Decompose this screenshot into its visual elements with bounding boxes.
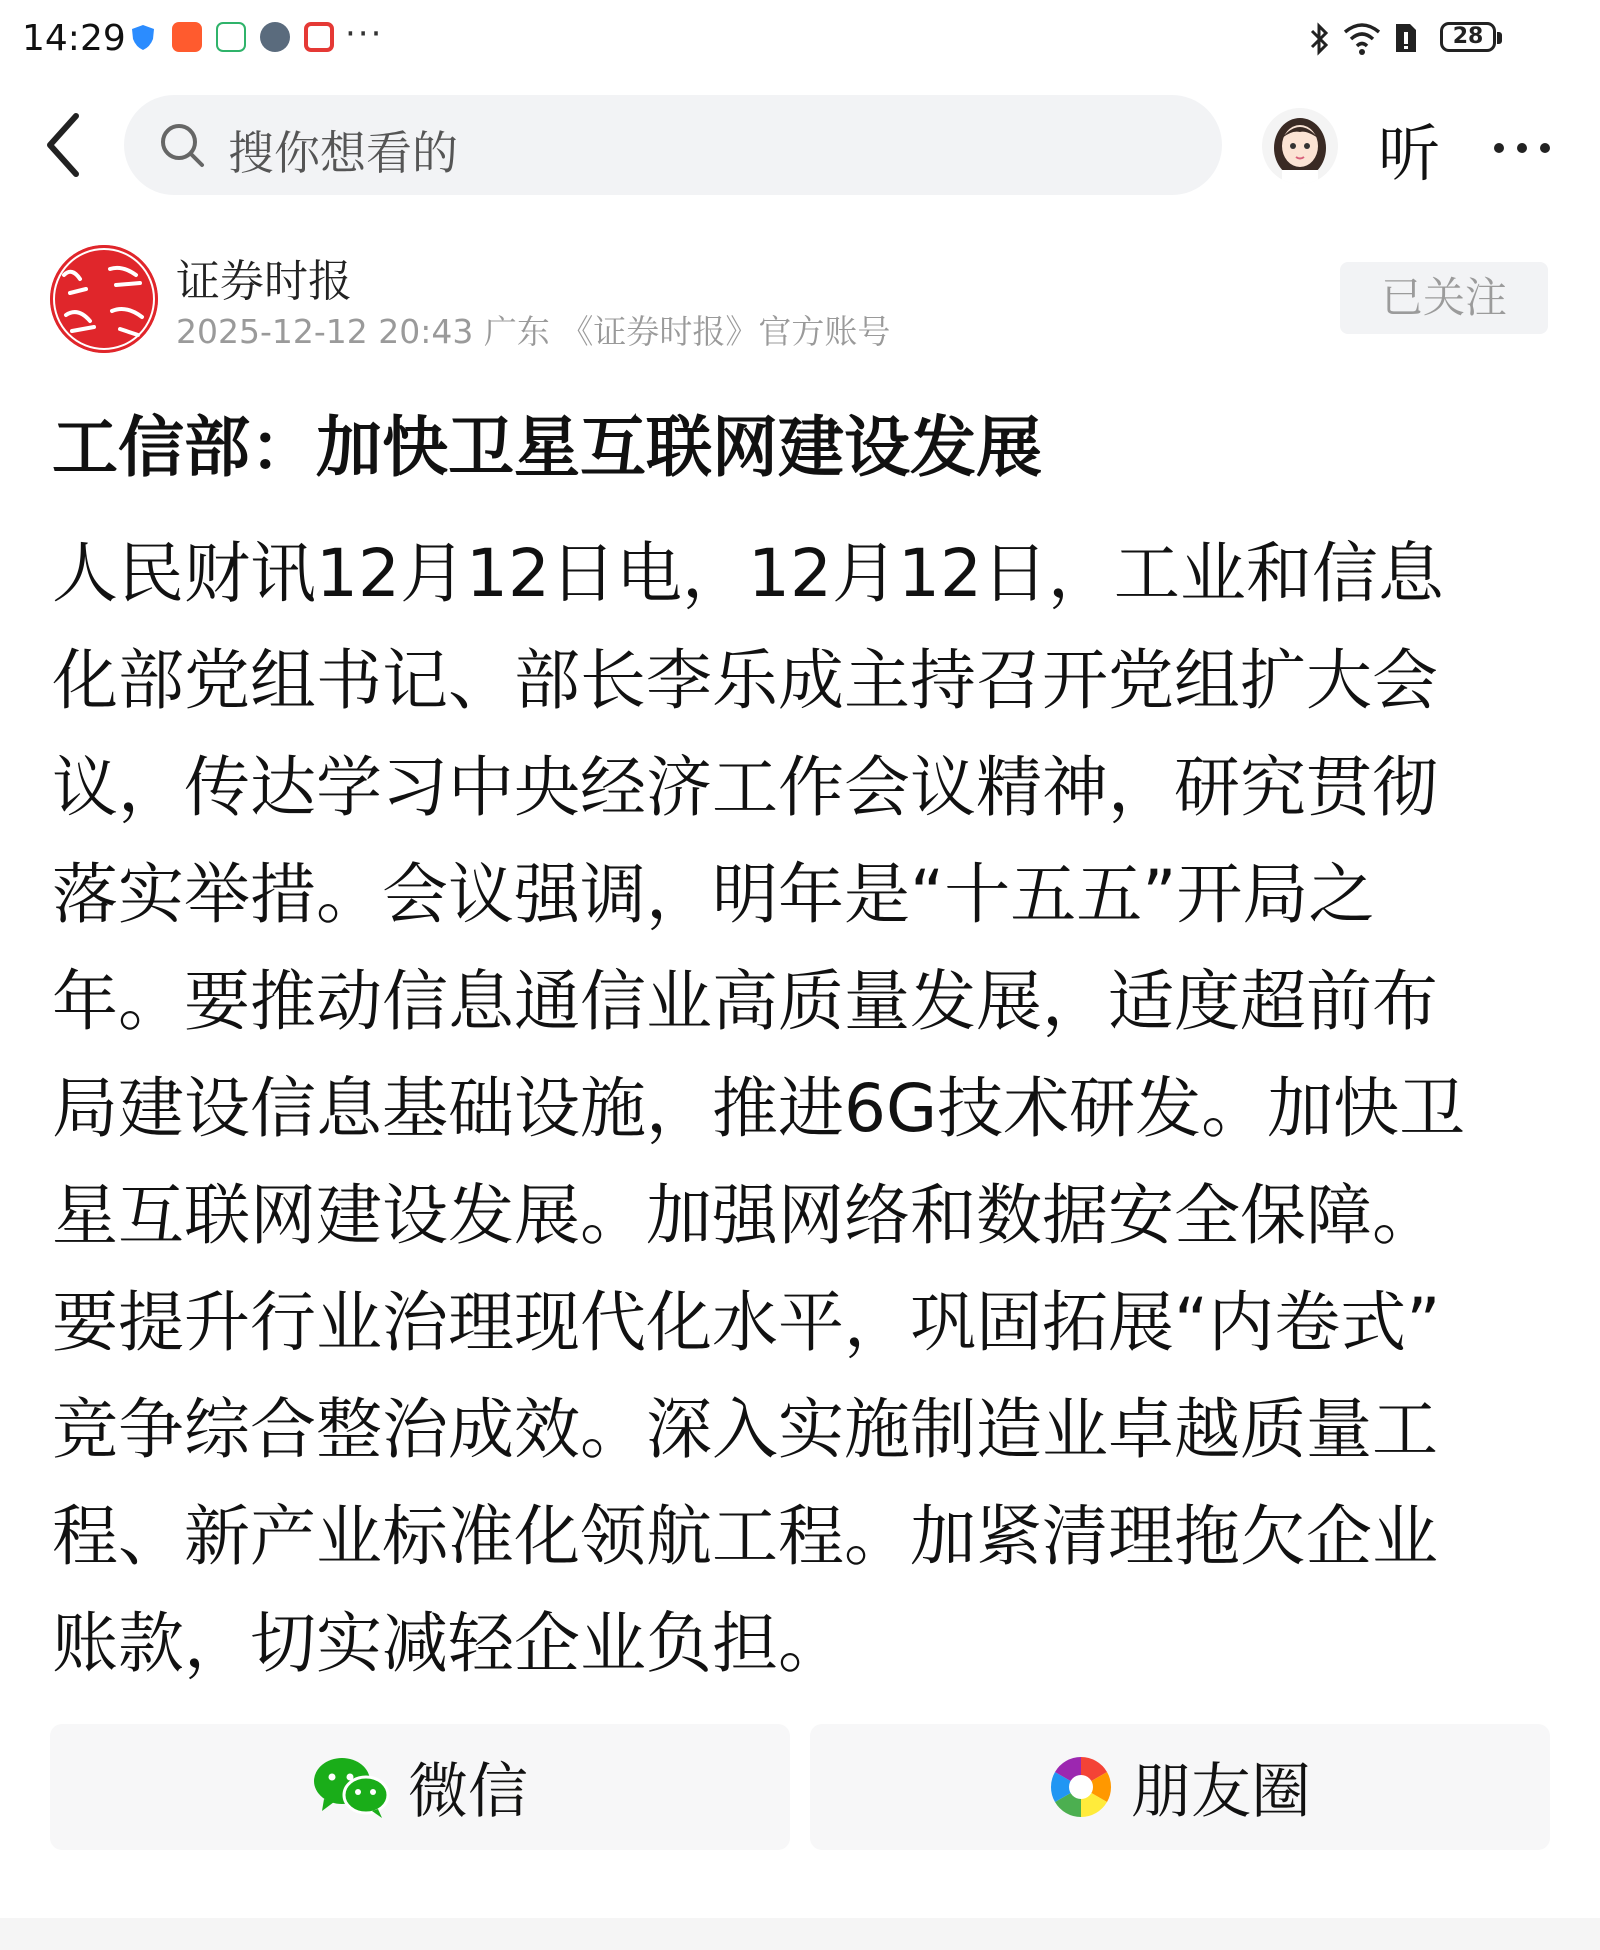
share-wechat-label: 微信 [408, 1757, 528, 1827]
bili-app-icon [172, 22, 202, 52]
article-body [52, 520, 1552, 1697]
sim-icon [1394, 22, 1418, 54]
game-app-icon [260, 22, 290, 52]
status-more-indicator: ··· [345, 14, 384, 54]
shield-icon [128, 22, 158, 52]
back-button[interactable] [40, 110, 90, 180]
more-icon-dot [1540, 143, 1550, 153]
more-icon-dot [1517, 143, 1527, 153]
article-line: 局建设信息基础设施，推进6G技术研发。加快卫 [52, 1070, 1466, 1147]
more-icon [1494, 143, 1504, 153]
author-logo[interactable] [50, 245, 158, 353]
home-app-icon [216, 22, 246, 52]
article-line: 要提升行业治理现代化水平，巩固拓展“内卷式” [52, 1284, 1441, 1361]
author-name[interactable]: 证券时报 [176, 256, 352, 307]
moments-icon [1049, 1755, 1113, 1819]
article-line: 账款，切实减轻企业负担。 [52, 1605, 844, 1682]
follow-button[interactable]: 已关注 [1340, 262, 1548, 334]
securities-times-logo-icon [50, 245, 158, 353]
bluetooth-icon [1308, 22, 1332, 56]
mail-app-icon [304, 22, 334, 52]
search-input[interactable] [124, 95, 1222, 195]
status-notification-icons [128, 22, 334, 52]
status-time: 14:29 [22, 18, 126, 59]
author-meta: 2025-12-12 20:43 广东 《证券时报》官方账号 [176, 312, 891, 351]
share-moments-label: 朋友圈 [1131, 1757, 1311, 1827]
article-line: 星互联网建设发展。加强网络和数据安全保障。 [52, 1177, 1438, 1254]
search-placeholder: 搜你想看的 [228, 126, 458, 180]
wifi-icon [1342, 20, 1382, 56]
article-line: 人民财讯12月12日电，12月12日，工业和信息 [52, 535, 1444, 612]
article-line: 程、新产业标准化领航工程。加紧清理拖欠企业 [52, 1498, 1438, 1575]
article-line: 化部党组书记、部长李乐成主持召开党组扩大会 [52, 642, 1438, 719]
listen-button[interactable]: 听 [1378, 117, 1441, 190]
more-button[interactable] [1490, 116, 1554, 176]
avatar[interactable] [1262, 108, 1338, 184]
share-wechat-button[interactable] [50, 1724, 790, 1850]
battery-icon: 28 [1440, 22, 1496, 52]
article-line: 议，传达学习中央经济工作会议精神，研究贯彻 [52, 749, 1438, 826]
search-icon [158, 121, 206, 169]
status-bar [0, 0, 1600, 80]
bottom-divider [0, 1918, 1600, 1950]
article-line: 落实举措。会议强调，明年是“十五五”开局之 [52, 856, 1375, 933]
share-moments-button[interactable] [810, 1724, 1550, 1850]
article-line: 年。要推动信息通信业高质量发展，适度超前布 [52, 963, 1438, 1040]
article-line: 竞争综合整治成效。深入实施制造业卓越质量工 [52, 1391, 1438, 1468]
wechat-icon [312, 1755, 390, 1819]
avatar-girl-icon [1262, 108, 1338, 184]
article-title: 工信部：加快卫星互联网建设发展 [52, 409, 1042, 486]
